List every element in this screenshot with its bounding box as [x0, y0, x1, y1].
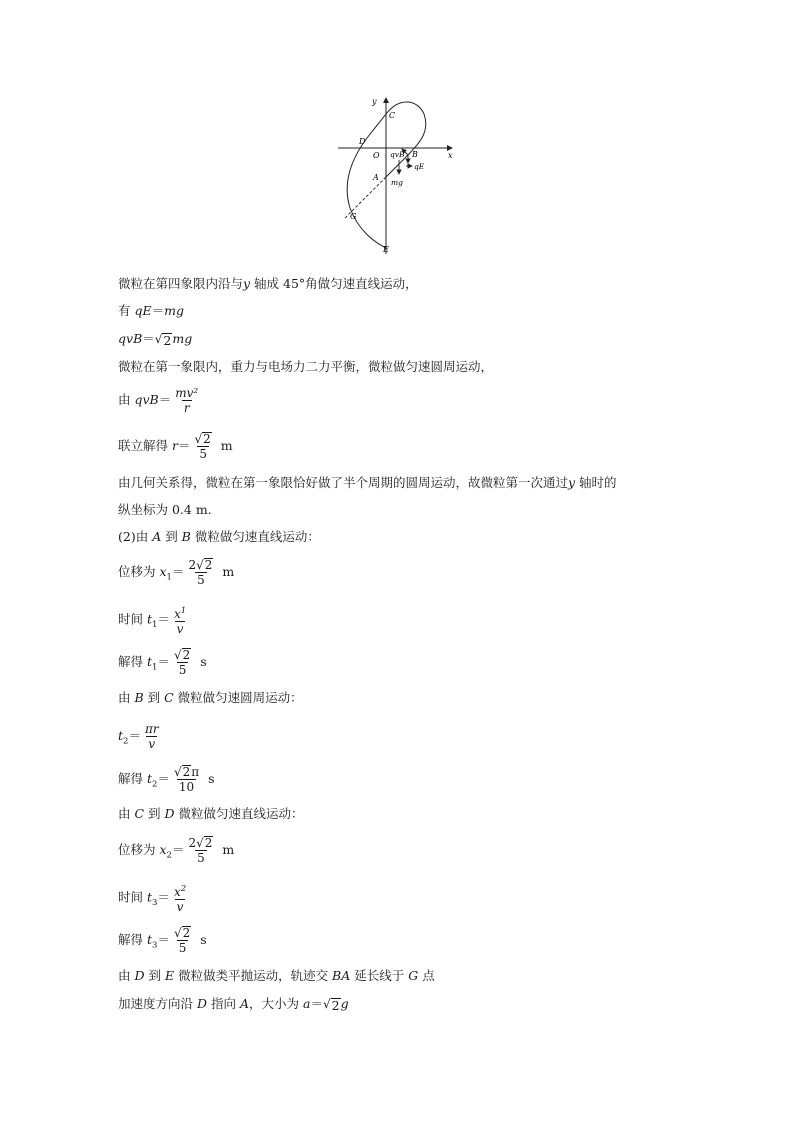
subscript: 2: [123, 736, 129, 747]
text: 到: [144, 806, 165, 821]
var: t: [146, 932, 153, 947]
solution-line: [118, 882, 190, 914]
text: 加速度方向沿: [118, 996, 197, 1011]
text: 点: [418, 968, 435, 983]
text: 微粒在第四象限内沿与: [118, 276, 244, 291]
text: 到: [144, 968, 165, 983]
solution-line: [118, 502, 212, 518]
label-e: E: [383, 245, 389, 254]
solution-line: [118, 303, 184, 319]
fraction: [173, 386, 200, 415]
text: ＝: [157, 889, 170, 905]
subscript: 3: [152, 898, 158, 908]
var: x: [159, 564, 167, 579]
solution-line: [118, 331, 192, 347]
var: A: [152, 529, 162, 544]
trajectory-figure: [330, 92, 460, 260]
text: 解得: [118, 932, 147, 947]
solution-line: [118, 475, 617, 491]
text: 由: [118, 392, 135, 407]
subscript: 2: [166, 850, 172, 861]
var: C: [164, 690, 174, 705]
numerator: 2 √ 2: [188, 836, 213, 850]
subscript: 3: [152, 940, 158, 951]
denominator: 5: [178, 941, 187, 955]
denominator: v: [176, 622, 184, 636]
var: t: [146, 611, 153, 627]
radicand: 2: [204, 836, 213, 850]
denominator: 5: [197, 573, 205, 587]
coef: 2: [188, 836, 197, 850]
text: 解得: [118, 654, 147, 669]
radicand: 2: [182, 765, 191, 779]
label-d: D: [359, 137, 366, 146]
numerator: √ 2: [194, 432, 211, 446]
label-b: B: [412, 150, 418, 159]
label-o: O: [373, 151, 380, 160]
label-qe: qE: [414, 162, 425, 171]
text: ＝: [310, 996, 323, 1011]
fraction: [172, 765, 201, 794]
numerator: mv²: [175, 386, 199, 400]
solution-line: [118, 648, 207, 677]
var: mg: [172, 331, 193, 346]
text: ＝: [128, 728, 141, 743]
var: t: [146, 889, 153, 905]
var: B: [181, 529, 191, 544]
var: A: [239, 996, 249, 1011]
var: D: [196, 996, 208, 1011]
text: 到: [143, 690, 165, 705]
solution-line: [118, 926, 207, 955]
text: (2)由: [118, 529, 153, 544]
text: 微粒做匀速直线运动：: [174, 806, 304, 821]
sqrt: √ 2: [322, 997, 340, 1013]
text: 时间: [118, 611, 147, 627]
text: 时间: [118, 889, 147, 905]
text: 到: [161, 529, 182, 544]
subscript: 1: [152, 662, 158, 673]
solution-line: [118, 996, 349, 1012]
radicand: 2: [331, 998, 340, 1013]
solution-line: [118, 836, 234, 865]
text: ＝: [171, 842, 185, 857]
text: 指向: [207, 996, 240, 1011]
solution-line: [118, 604, 190, 636]
text: 轴时的: [575, 475, 617, 490]
var: D: [164, 806, 175, 821]
numerator: 2 √ 2: [188, 558, 213, 572]
label-mg: mg: [391, 178, 403, 187]
solution-line: [118, 765, 215, 794]
label-c: C: [389, 111, 396, 120]
solution-line: [118, 968, 435, 984]
denominator: r: [183, 401, 190, 415]
var: qvB: [118, 331, 143, 346]
unit: s: [200, 654, 207, 669]
solution-line: [118, 432, 233, 461]
text: ＝: [157, 654, 170, 669]
fraction: [172, 926, 193, 955]
unit: m: [222, 564, 235, 579]
coef: 2: [188, 558, 197, 572]
denominator: 5: [199, 447, 207, 461]
label-qvb: qvB: [390, 150, 405, 159]
subscript: 1: [152, 620, 158, 630]
numerator: √ 2: [173, 926, 191, 940]
var: BA: [332, 968, 351, 983]
var: g: [340, 996, 349, 1011]
label-y: y: [372, 97, 377, 106]
label-g: G: [350, 212, 357, 221]
text: ＝: [157, 611, 170, 627]
var: D: [134, 968, 145, 983]
fraction: [186, 558, 215, 587]
fraction: [192, 432, 213, 461]
denominator: v: [148, 737, 156, 751]
text: ＝: [177, 438, 191, 453]
numerator: $x^2$: [173, 884, 187, 899]
var: qE: [134, 303, 152, 318]
var: y: [568, 475, 576, 490]
text: 微粒做匀速圆周运动：: [173, 690, 303, 705]
radicand: 2: [163, 333, 172, 348]
denominator: 5: [178, 663, 187, 677]
subscript: 1: [166, 572, 172, 583]
text: ＝: [157, 932, 170, 947]
text: ＝: [157, 771, 170, 786]
var: C: [134, 806, 145, 821]
fraction: [172, 882, 188, 914]
text: 由几何关系得，微粒在第一象限恰好做了半个周期的圆周运动，故微粒第一次通过: [118, 475, 569, 490]
unit: s: [200, 932, 207, 947]
var: t: [146, 654, 153, 669]
subscript: 2: [152, 779, 158, 790]
text: 由: [118, 968, 135, 983]
numerator: $x^1$: [173, 606, 187, 621]
text: ＝: [158, 392, 172, 407]
unit: m: [222, 842, 235, 857]
text: 位移为: [118, 842, 160, 857]
var: G: [408, 968, 419, 983]
text: 轴成 45°角做匀速直线运动，: [250, 276, 418, 291]
text: 延长线于: [350, 968, 409, 983]
solution-line: [118, 558, 234, 587]
text: 解得: [118, 771, 147, 786]
fraction: [172, 648, 193, 677]
numerator: √ 2 π: [173, 765, 200, 779]
radicand: 2: [203, 432, 211, 446]
fraction: [186, 836, 215, 865]
text: 由: [118, 690, 135, 705]
text: 由: [118, 806, 135, 821]
radicand: 2: [182, 926, 191, 940]
text: ＝: [171, 564, 185, 579]
var: r: [171, 438, 178, 453]
var: mg: [164, 303, 184, 318]
denominator: 5: [197, 851, 205, 865]
solution-line: [118, 529, 320, 545]
denominator: v: [176, 900, 184, 914]
text: 纵坐标为 0.4 m.: [118, 502, 212, 517]
text: 有: [118, 303, 135, 318]
var: t: [146, 771, 153, 786]
solution-line: [118, 806, 304, 822]
fraction: [143, 722, 161, 751]
solution-line: [118, 276, 418, 292]
sqrt: √ 2: [154, 332, 172, 348]
label-x: x: [448, 151, 453, 160]
denominator: 10: [178, 780, 195, 794]
text: ＝: [151, 303, 165, 318]
text: 微粒做匀速直线运动：: [190, 529, 320, 544]
var: qvB: [134, 392, 159, 407]
label-a: A: [373, 173, 379, 182]
var: a: [302, 996, 311, 1011]
var: x: [159, 842, 167, 857]
text: 联立解得: [118, 438, 172, 453]
text: 微粒在第一象限内，重力与电场力二力平衡，微粒做匀速圆周运动，: [118, 359, 494, 374]
radicand: 2: [204, 558, 213, 572]
numerator: πr: [144, 722, 159, 736]
text: ，大小为: [249, 996, 303, 1011]
solution-line: [118, 722, 163, 751]
var: B: [134, 690, 144, 705]
var: t: [118, 728, 124, 743]
unit: s: [208, 771, 215, 786]
text: ＝: [142, 331, 155, 346]
var: y: [243, 276, 251, 291]
text: 微粒做类平抛运动，轨迹交: [174, 968, 333, 983]
solution-line: [118, 359, 493, 375]
text: 位移为: [118, 564, 160, 579]
solution-line: [118, 386, 202, 415]
solution-line: [118, 690, 303, 706]
unit: m: [220, 438, 233, 453]
numerator: √ 2: [173, 648, 191, 662]
var: E: [164, 968, 175, 983]
radicand: 2: [182, 648, 191, 662]
fraction: [172, 604, 188, 636]
